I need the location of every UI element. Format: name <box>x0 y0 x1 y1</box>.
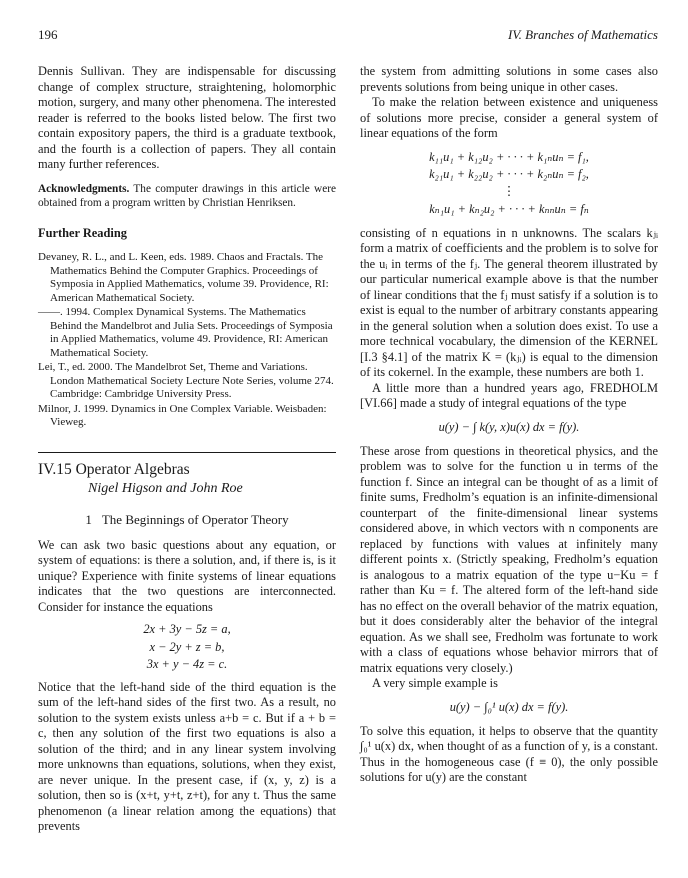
acknowledgments <box>38 182 336 210</box>
paragraph-consisting: consisting of n equations in n unknowns. The scalars kⱼᵢ form a matrix of coefficients and the problem is to solve for the uᵢ in terms of the fⱼ. The general theorem illustrated by our particular numerical example above is that the number of linear conditions that the fⱼ must satisfy if a solution is to exist is equal to the number of arbitrary constants appearing in the general solution when a solution does exist. To use a more technical vocabulary, the dimension of the KERNEL [I.3 §4.1] of the matrix K = (kⱼᵢ) is equal to the dimension of its cokernel. In the example, these numbers are both 1. <box>360 225 658 379</box>
equation-line: k₂₁u₁ + k₂₂u₂ + · · · + k₂ₙuₙ = f₂, <box>429 166 589 181</box>
paragraph-continue: the system from admitting solutions in some cases also prevents solutions from being unique in other cases. <box>360 64 658 94</box>
reference-item: ——. 1994. Complex Dynamical Systems. The Mathematics Behind the Mandelbrot and Julia Sets. Proceedings of Symposia in Applied Mathematics, volume 49. Providence, RI: American Mathematical Society. <box>38 306 333 359</box>
section-title: Operator Algebras <box>75 460 190 478</box>
left-column <box>38 64 336 835</box>
acknowledgments-text: The computer drawings in this article were obtained from a program written by Christian Henriksen. <box>38 182 336 209</box>
reference-list <box>38 251 336 430</box>
section-heading <box>38 461 336 479</box>
equation-line: x − 2y + z = b, <box>149 639 225 654</box>
further-reading-heading: Further Reading <box>38 225 127 240</box>
reference-item: Lei, T., ed. 2000. The Mandelbrot Set, Theme and Variations. London Mathematical Society Lecture Note Series, volume 274. Cambridge: Cambridge University Press. <box>38 361 334 400</box>
intro-paragraph: Dennis Sullivan. They are indispensable for discussing change of complex structure, straightening, holomorphic motion, surgery, and many other phenomena. The interested reader is referred to the books listed below. The first two contain expository papers, the third is a graduate textbook, and the fourth is a collection of papers. They all contain many further references. <box>38 64 336 171</box>
paragraph-solve: To solve this equation, it helps to observe that the quantity ∫₀¹ u(x) dx, when thought of as a function of y, is a constant. Thus in the homogeneous case (f ≡ 0), the only possible solutions for u(y) are the constant <box>360 723 658 784</box>
equation-line: k₁₁u₁ + k₁₂u₂ + · · · + k₁ₙuₙ = f₁, <box>429 149 589 164</box>
running-title: IV. Branches of Mathematics <box>508 27 658 42</box>
section-authors: Nigel Higson and John Roe <box>88 480 243 496</box>
subsection-number: 1 <box>85 512 92 527</box>
paragraph-questions: We can ask two basic questions about any equation, or system of equations: is there a solution, and, if there is, is it unique? Experience with finite systems of linear equations indicates that the two questions are interconnected. Consider for instance the equations <box>38 537 336 614</box>
equation-line: 2x + 3y − 5z = a, <box>143 622 231 636</box>
section-rule <box>38 452 336 453</box>
simple-equation: u(y) − ∫₀¹ u(x) dx = f(y). <box>449 699 569 714</box>
paragraph-fredholm: A little more than a hundred years ago, FREDHOLM [VI.66] made a study of integral equations of the type <box>360 380 658 410</box>
equation-line: kₙ₁u₁ + kₙ₂u₂ + · · · + kₙₙuₙ = fₙ <box>429 201 589 216</box>
equation-line: 3x + y − 4z = c. <box>146 657 228 671</box>
section-number: IV.15 <box>38 460 72 478</box>
paragraph-arose: These arose from questions in theoretical physics, and the problem was to solve for the function u in terms of the function f. Since an integral can be thought of as a limit of finite sums, Fredholm’s equation is an infinite-dimensional counterpart of the finite-dimensional linear systems considered above, in which vectors with n components are replaced by functions with values at infinitely many different points x. (Strictly speaking, Fredholm’s equation is analogous to a matrix equation of the type u−Ku = f rather than Ku = f. The altered form of the left-hand side has no effect on the overall behavior of the matrix equation, but it does considerably alter the behavior of the integral equation. As we shall see, Fredholm was fortunate to work with a class of equations whose behavior mirrors that of matrix equations very closely.) <box>360 443 658 675</box>
paragraph-simple: A very simple example is <box>372 676 498 690</box>
right-column <box>360 64 658 786</box>
integral-equation: u(y) − ∫ k(y, x)u(x) dx = f(y). <box>438 419 580 434</box>
paragraph-relation: To make the relation between existence and uniqueness of solutions more precise, consider a general system of linear equations of the form <box>360 95 658 140</box>
general-linear-system <box>360 149 658 218</box>
reference-item: Milnor, J. 1999. Dynamics in One Complex Variable. Weisbaden: Vieweg. <box>38 402 327 428</box>
equation-system <box>38 621 336 674</box>
page-number: 196 <box>38 27 58 42</box>
reference-item: Devaney, R. L., and L. Keen, eds. 1989. Chaos and Fractals. The Mathematics Behind the Computer Graphics. Proceedings of Symposia in Applied Mathematics, volume 39. Providence, RI: American Mathematical Society. <box>38 251 329 304</box>
acknowledgments-label: Acknowledgments. <box>38 182 130 195</box>
subsection-heading <box>38 512 336 528</box>
subsection-title: The Beginnings of Operator Theory <box>101 512 289 527</box>
paragraph-notice: Notice that the left-hand side of the third equation is the sum of the left-hand sides of the first two. As a result, no solution to the system exists unless a+b = c. But if a + b = c, then any solution of the first two equations is also a solution of the third; and in any linear system involving more unknowns than equations, solutions, when they exist, are never unique. In the present case, if (x, y, z) is a solution, then so is (x+t, y+t, z+t), for any t. Thus the same phenomenon (a linear relation among the equations) that prevents <box>38 679 336 833</box>
vertical-dots: ⋮ <box>502 183 516 198</box>
